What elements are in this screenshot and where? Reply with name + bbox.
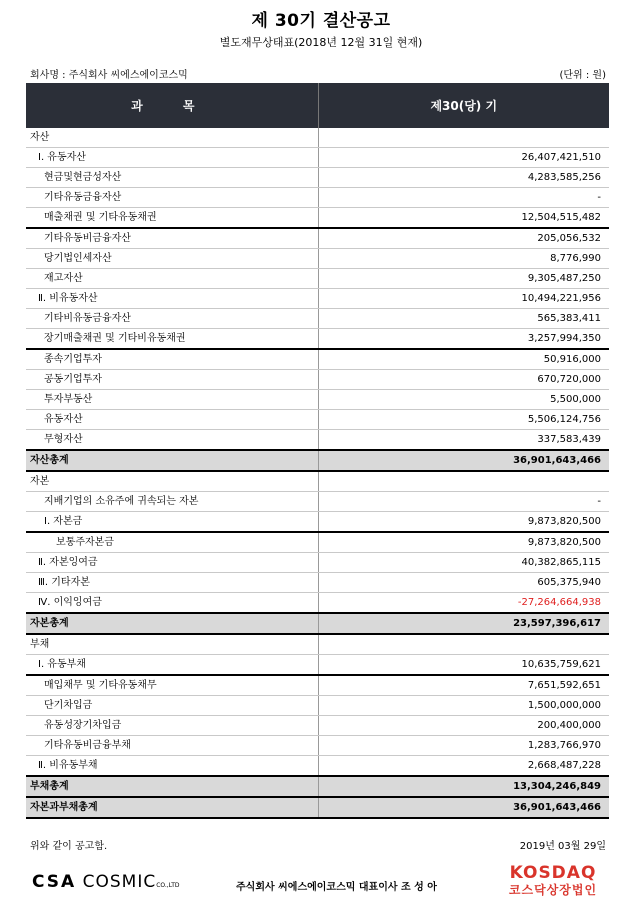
table-row <box>26 249 609 269</box>
logo-small-text: CO.,LTD <box>156 882 180 889</box>
total-row <box>26 797 609 818</box>
account-value: 4,283,585,256 <box>318 168 609 188</box>
account-label: Ⅱ. 비유동자산 <box>26 289 318 309</box>
account-label: Ⅲ. 기타자본 <box>26 573 318 593</box>
table-row <box>26 228 609 249</box>
account-value: 9,873,820,500 <box>318 512 609 533</box>
account-label: 기타비유동금융자산 <box>26 309 318 329</box>
table-row <box>26 148 609 168</box>
table-row <box>26 168 609 188</box>
account-label: Ⅰ. 유동부채 <box>26 655 318 676</box>
table-row <box>26 128 609 148</box>
table-row <box>26 208 609 229</box>
table-row <box>26 573 609 593</box>
account-value: 40,382,865,115 <box>318 553 609 573</box>
table-row <box>26 390 609 410</box>
account-value: 3,257,994,350 <box>318 329 609 350</box>
account-label: Ⅱ. 자본잉여금 <box>26 553 318 573</box>
table-row <box>26 370 609 390</box>
table-row <box>26 696 609 716</box>
table-row <box>26 716 609 736</box>
account-value: - <box>318 188 609 208</box>
account-value: 26,407,421,510 <box>318 148 609 168</box>
account-label: 종속기업투자 <box>26 349 318 370</box>
unit-label: (단위 : 원) <box>559 70 606 81</box>
account-value: 5,500,000 <box>318 390 609 410</box>
table-row <box>26 329 609 350</box>
table-row <box>26 512 609 533</box>
table-row <box>26 553 609 573</box>
account-value <box>318 634 609 655</box>
account-label: 기타유동비금융자산 <box>26 228 318 249</box>
account-label: 자본총계 <box>26 613 318 634</box>
kosdaq-logo-bottom: 코스닥상장법인 <box>508 883 598 897</box>
account-label: 매출채권 및 기타유동채권 <box>26 208 318 229</box>
account-value: - <box>318 492 609 512</box>
account-label: 기타유동비금융부채 <box>26 736 318 756</box>
account-label: 당기법인세자산 <box>26 249 318 269</box>
table-header-row <box>26 83 609 128</box>
account-value: 5,506,124,756 <box>318 410 609 430</box>
account-label: 지배기업의 소유주에 귀속되는 자본 <box>26 492 318 512</box>
page-subtitle: 별도재무상태표(2018년 12월 31일 현재) <box>219 36 423 49</box>
table-row <box>26 756 609 777</box>
account-label: 재고자산 <box>26 269 318 289</box>
signer-text: 주식회사 씨에스에이코스믹 대표이사 조 성 아 <box>236 882 437 893</box>
account-label: Ⅱ. 비유동부채 <box>26 756 318 777</box>
account-value: 7,651,592,651 <box>318 675 609 696</box>
account-value: 50,916,000 <box>318 349 609 370</box>
footer-date: 2019년 03월 29일 <box>519 841 606 852</box>
account-label: 자본과부채총계 <box>26 797 318 818</box>
account-label: 무형자산 <box>26 430 318 451</box>
logo-sub-text: COSMIC <box>82 872 157 892</box>
account-label: 매입채무 및 기타유동채무 <box>26 675 318 696</box>
account-label: 공동기업투자 <box>26 370 318 390</box>
footer-note: 위와 같이 공고함. <box>30 841 108 852</box>
table-row <box>26 532 609 553</box>
account-value: 36,901,643,466 <box>318 797 609 818</box>
kosdaq-logo <box>498 864 608 897</box>
column-header-account: 과 목 <box>26 83 318 128</box>
account-value: -27,264,664,938 <box>318 593 609 614</box>
account-value: 10,635,759,621 <box>318 655 609 676</box>
account-value: 36,901,643,466 <box>318 450 609 471</box>
account-value: 10,494,221,956 <box>318 289 609 309</box>
account-value: 2,668,487,228 <box>318 756 609 777</box>
account-label: 현금및현금성자산 <box>26 168 318 188</box>
column-header-period: 제30(당) 기 <box>318 83 609 128</box>
table-row <box>26 430 609 451</box>
total-row <box>26 450 609 471</box>
page-title: 제 30기 결산공고 <box>251 11 391 31</box>
account-label: Ⅰ. 자본금 <box>26 512 318 533</box>
balance-sheet-table <box>26 83 609 819</box>
kosdaq-logo-top: KOSDAQ <box>509 863 597 883</box>
account-value: 23,597,396,617 <box>318 613 609 634</box>
account-value <box>318 128 609 148</box>
account-value: 670,720,000 <box>318 370 609 390</box>
account-value: 9,873,820,500 <box>318 532 609 553</box>
account-label: 기타유동금융자산 <box>26 188 318 208</box>
table-row <box>26 593 609 614</box>
table-row <box>26 349 609 370</box>
csa-cosmic-logo <box>32 872 180 892</box>
account-value: 1,500,000,000 <box>318 696 609 716</box>
account-label: 자산총계 <box>26 450 318 471</box>
account-label: 보통주자본금 <box>26 532 318 553</box>
account-label: 유동자산 <box>26 410 318 430</box>
account-value: 337,583,439 <box>318 430 609 451</box>
account-label: 투자부동산 <box>26 390 318 410</box>
table-row <box>26 410 609 430</box>
table-row <box>26 492 609 512</box>
table-row <box>26 269 609 289</box>
table-row <box>26 309 609 329</box>
account-label: Ⅰ. 유동자산 <box>26 148 318 168</box>
table-row <box>26 188 609 208</box>
table-row <box>26 634 609 655</box>
account-value: 13,304,246,849 <box>318 776 609 797</box>
account-value: 9,305,487,250 <box>318 269 609 289</box>
company-name: 회사명 : 주식회사 씨에스에이코스믹 <box>30 70 188 81</box>
logo-main-text: CSA <box>32 872 77 892</box>
table-row <box>26 655 609 676</box>
account-value: 8,776,990 <box>318 249 609 269</box>
account-label: 자본 <box>26 471 318 492</box>
account-value <box>318 471 609 492</box>
account-label: 유동성장기차입금 <box>26 716 318 736</box>
table-row <box>26 471 609 492</box>
account-label: 부채총계 <box>26 776 318 797</box>
account-value: 565,383,411 <box>318 309 609 329</box>
account-value: 1,283,766,970 <box>318 736 609 756</box>
account-label: Ⅳ. 이익잉여금 <box>26 593 318 614</box>
account-value: 205,056,532 <box>318 228 609 249</box>
table-row <box>26 736 609 756</box>
table-row <box>26 675 609 696</box>
account-value: 605,375,940 <box>318 573 609 593</box>
account-value: 200,400,000 <box>318 716 609 736</box>
total-row <box>26 613 609 634</box>
table-row <box>26 289 609 309</box>
account-label: 부채 <box>26 634 318 655</box>
account-value: 12,504,515,482 <box>318 208 609 229</box>
total-row <box>26 776 609 797</box>
account-label: 단기차입금 <box>26 696 318 716</box>
account-label: 자산 <box>26 128 318 148</box>
account-label: 장기매출채권 및 기타비유동채권 <box>26 329 318 350</box>
